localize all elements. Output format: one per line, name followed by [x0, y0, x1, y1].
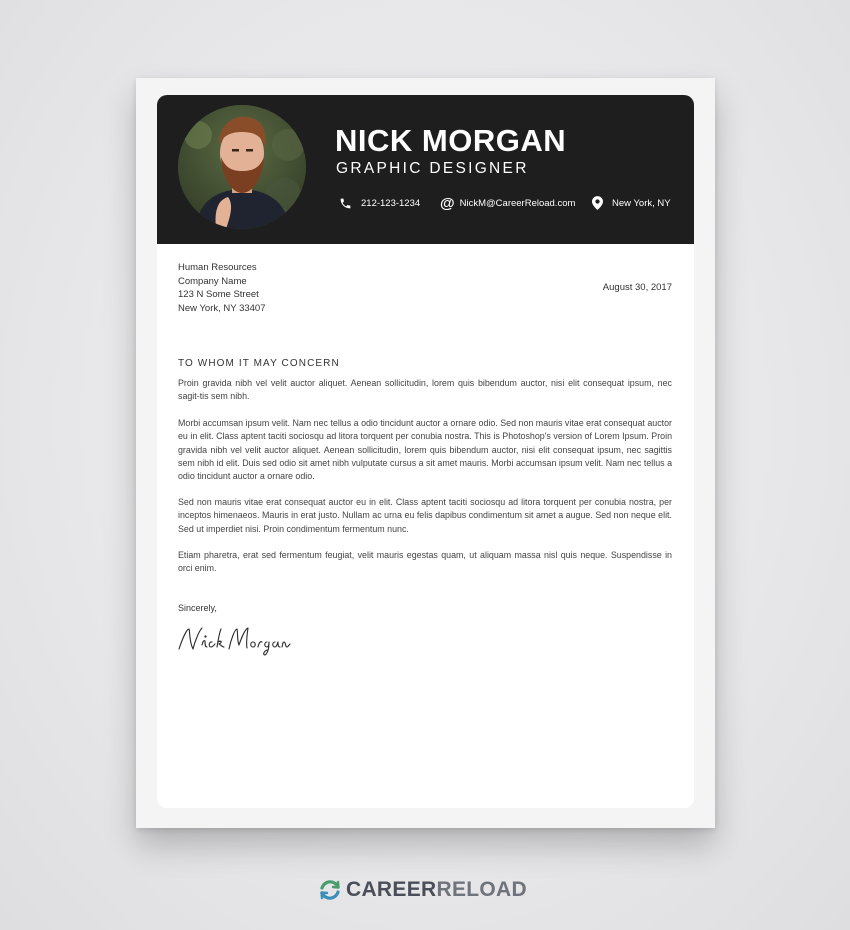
recipient-line: 123 N Some Street [178, 289, 259, 301]
closing: Sincerely, [178, 603, 217, 613]
body-paragraph: Sed non mauris vitae erat consequat auctor eu in elit. Class aptent taciti sociosqu ad litora torquent per conubia nostra, per inceptos himenaeos. Mauris in erat justo. Nullam ac urna eu felis dapibus condimentum sit amet a augue. Sed non neque elit. Sed ut imperdiet nisi. Proin condimentum fermentum nunc. [178, 497, 672, 534]
body-paragraph: Etiam pharetra, erat sed fermentum feugiat, velit mauris egestas quam, ut aliquam massa nisl quis neque. Suspendisse in orci enim. [178, 550, 672, 574]
contact-phone [339, 194, 420, 212]
body-paragraph: Proin gravida nibh vel velit auctor aliquet. Aenean sollicitudin, lorem quis bibendum auctor, nisi elit consequat ipsum, nec sagit-tis sem nibh. [178, 378, 672, 402]
contact-email [440, 194, 575, 212]
contact-location-text: New York, NY [612, 197, 671, 209]
cover-letter-card [157, 95, 694, 808]
recipient-line: New York, NY 33407 [178, 302, 266, 314]
profile-photo [178, 105, 306, 229]
cover-letter-page [136, 78, 715, 828]
body-paragraph: Morbi accumsan ipsum velit. Nam nec tellus a odio tincidunt auctor a ornare odio. Sed non mauris vitae erat consequat auctor eu in elit. Class aptent taciti sociosqu ad litora torquent per conubia nostra. This is Photoshop's version of Lorem Ipsum. Proin gravida nibh vel velit auctor aliquet. Aenean sollicitudin, lorem quis bibendum auctor, nisi elit consequat ipsum, nec sagittis sem nibh id elit. Duis sed odio sit amet nibh vulputate cursus a sit amet mauris. Morbi accumsan ipsum velit. Nam nec tellus a odio tincidunt auctor a ornare odio. [178, 418, 672, 482]
phone-icon [339, 197, 352, 210]
map-pin-icon [592, 196, 603, 210]
contact-phone-text: 212-123-1234 [361, 197, 421, 209]
candidate-name: NICK MORGAN [335, 123, 567, 158]
logo-wordmark-career: CAREER [346, 878, 437, 901]
recipient-address [178, 261, 266, 315]
letter-date: August 30, 2017 [602, 282, 672, 293]
logo-wordmark [346, 878, 527, 902]
at-icon: @ [440, 194, 455, 212]
handwritten-signature [175, 623, 295, 662]
recipient-line: Human Resources [178, 262, 257, 273]
header-banner [157, 95, 694, 244]
salutation: TO WHOM IT MAY CONCERN [178, 358, 340, 369]
logo-wordmark-reload: RELOAD [436, 878, 527, 901]
contact-email-text: NickM@CareerReload.com [459, 197, 576, 209]
candidate-job-title: GRAPHIC DESIGNER [336, 160, 529, 177]
recipient-line: Company Name [178, 275, 247, 287]
reload-icon [319, 879, 341, 901]
contact-location [592, 194, 671, 212]
careerreload-logo [319, 877, 527, 903]
